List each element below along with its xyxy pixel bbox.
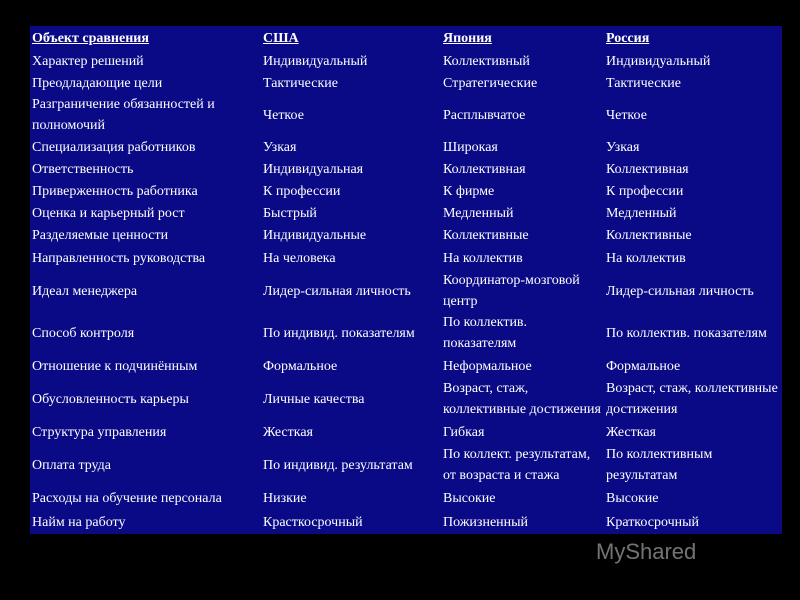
table-cell: Коллективные bbox=[443, 227, 529, 243]
table-cell: Медленный bbox=[606, 205, 677, 221]
table-cell: Коллективный bbox=[443, 53, 530, 69]
header-japan: Япония bbox=[443, 30, 492, 46]
table-row bbox=[30, 136, 782, 158]
table-cell: Индивидуальный bbox=[263, 53, 368, 69]
table-cell: По индивид. показателям bbox=[263, 325, 415, 341]
table-cell: Жесткая bbox=[263, 424, 313, 440]
table-cell: Обусловленность карьеры bbox=[32, 391, 189, 407]
table-cell: Быстрый bbox=[263, 205, 317, 221]
table-cell: Коллективная bbox=[443, 161, 526, 177]
table-cell: Отношение к подчинённым bbox=[32, 358, 198, 374]
table-row bbox=[30, 420, 782, 444]
header-russia: Россия bbox=[606, 30, 650, 46]
table-cell: Специализация работников bbox=[32, 139, 196, 155]
header-object: Объект сравнения bbox=[32, 30, 149, 46]
table-cell: Характер решений bbox=[32, 53, 144, 69]
table-cell: Формальное bbox=[606, 358, 681, 374]
table-cell: Низкие bbox=[263, 490, 307, 506]
table-cell: Индивидуальные bbox=[263, 227, 367, 243]
table-cell: Четкое bbox=[263, 107, 304, 123]
table-cell: Найм на работу bbox=[32, 514, 126, 530]
comparison-table bbox=[30, 26, 782, 534]
table-cell: Лидер-сильная личность bbox=[263, 283, 411, 299]
table-cell: Лидер-сильная личность bbox=[606, 283, 754, 299]
table-row bbox=[30, 50, 782, 72]
table-cell: Четкое bbox=[606, 107, 647, 123]
table-row bbox=[30, 312, 782, 354]
table-cell: Возраст, стаж, коллективные достижения bbox=[606, 381, 778, 417]
table-cell: Жесткая bbox=[606, 424, 656, 440]
table-row bbox=[30, 378, 782, 420]
table-cell: Расплывчатое bbox=[443, 107, 526, 123]
table-cell: На человека bbox=[263, 250, 336, 266]
table-cell: Разграничение обязанностей и полномочий bbox=[32, 97, 215, 133]
table-cell: Направленность руководства bbox=[32, 250, 206, 266]
table-row bbox=[30, 486, 782, 510]
table-cell: Расходы на обучение персонала bbox=[32, 490, 222, 506]
table-cell: По индивид. результатам bbox=[263, 457, 413, 473]
table-cell: К профессии bbox=[606, 183, 684, 199]
table-cell: Высокие bbox=[443, 490, 496, 506]
table-row bbox=[30, 158, 782, 180]
table-cell: Краткосрочный bbox=[606, 514, 700, 530]
table-cell: Оплата труда bbox=[32, 457, 112, 473]
table-cell: По коллектив. показателям bbox=[606, 325, 767, 341]
table-cell: Тактические bbox=[263, 75, 338, 91]
table-cell: Способ контроля bbox=[32, 325, 135, 341]
table-cell: Оценка и карьерный рост bbox=[32, 205, 185, 221]
header-usa: США bbox=[263, 30, 299, 46]
table-cell: Коллективная bbox=[606, 161, 689, 177]
table-row bbox=[30, 94, 782, 136]
table-row bbox=[30, 72, 782, 94]
table-cell: Пожизненный bbox=[443, 514, 529, 530]
table-cell: Индивидуальная bbox=[263, 161, 364, 177]
watermark-logo: MyShared bbox=[596, 539, 697, 564]
table-row bbox=[30, 246, 782, 270]
table-cell: Формальное bbox=[263, 358, 338, 374]
table-cell: Приверженность работника bbox=[32, 183, 198, 199]
table-cell: Узкая bbox=[606, 139, 640, 155]
table-row bbox=[30, 202, 782, 224]
table-cell: Индивидуальный bbox=[606, 53, 711, 69]
table-row bbox=[30, 354, 782, 378]
table-cell: Красткосрочный bbox=[263, 514, 363, 530]
table-row bbox=[30, 224, 782, 246]
table-row bbox=[30, 180, 782, 202]
table-cell: Стратегические bbox=[443, 75, 538, 91]
table-cell: Ответственность bbox=[32, 161, 134, 177]
table-cell: К профессии bbox=[263, 183, 341, 199]
table-cell: Гибкая bbox=[443, 424, 485, 440]
table-cell: Структура управления bbox=[32, 424, 167, 440]
table-cell: Идеал менеджера bbox=[32, 283, 138, 299]
table-cell: Разделяемые ценности bbox=[32, 227, 169, 243]
table-row bbox=[30, 444, 782, 486]
table-cell: Возраст, стаж, коллективные достижения bbox=[443, 381, 601, 417]
table-cell: По коллектив. показателям bbox=[443, 315, 528, 351]
table-cell: На коллектив bbox=[443, 250, 523, 266]
table-cell: Широкая bbox=[443, 139, 498, 155]
table-cell: По коллективным результатам bbox=[606, 447, 713, 483]
table-cell: Тактические bbox=[606, 75, 681, 91]
table-cell: Высокие bbox=[606, 490, 659, 506]
table-cell: Узкая bbox=[263, 139, 297, 155]
table-cell: Неформальное bbox=[443, 358, 532, 374]
table-cell: Коллективные bbox=[606, 227, 692, 243]
table-cell: К фирме bbox=[443, 183, 495, 199]
table-cell: Медленный bbox=[443, 205, 514, 221]
table-header-row bbox=[30, 26, 782, 50]
table-row bbox=[30, 510, 782, 534]
table-cell: Преодладающие цели bbox=[32, 75, 163, 91]
table-row bbox=[30, 270, 782, 312]
table-cell: Координатор-мозговой центр bbox=[443, 273, 580, 309]
table-cell: По коллект. результатам, от возраста и стажа bbox=[443, 447, 591, 483]
table-cell: На коллектив bbox=[606, 250, 686, 266]
table-cell: Личные качества bbox=[263, 391, 365, 407]
